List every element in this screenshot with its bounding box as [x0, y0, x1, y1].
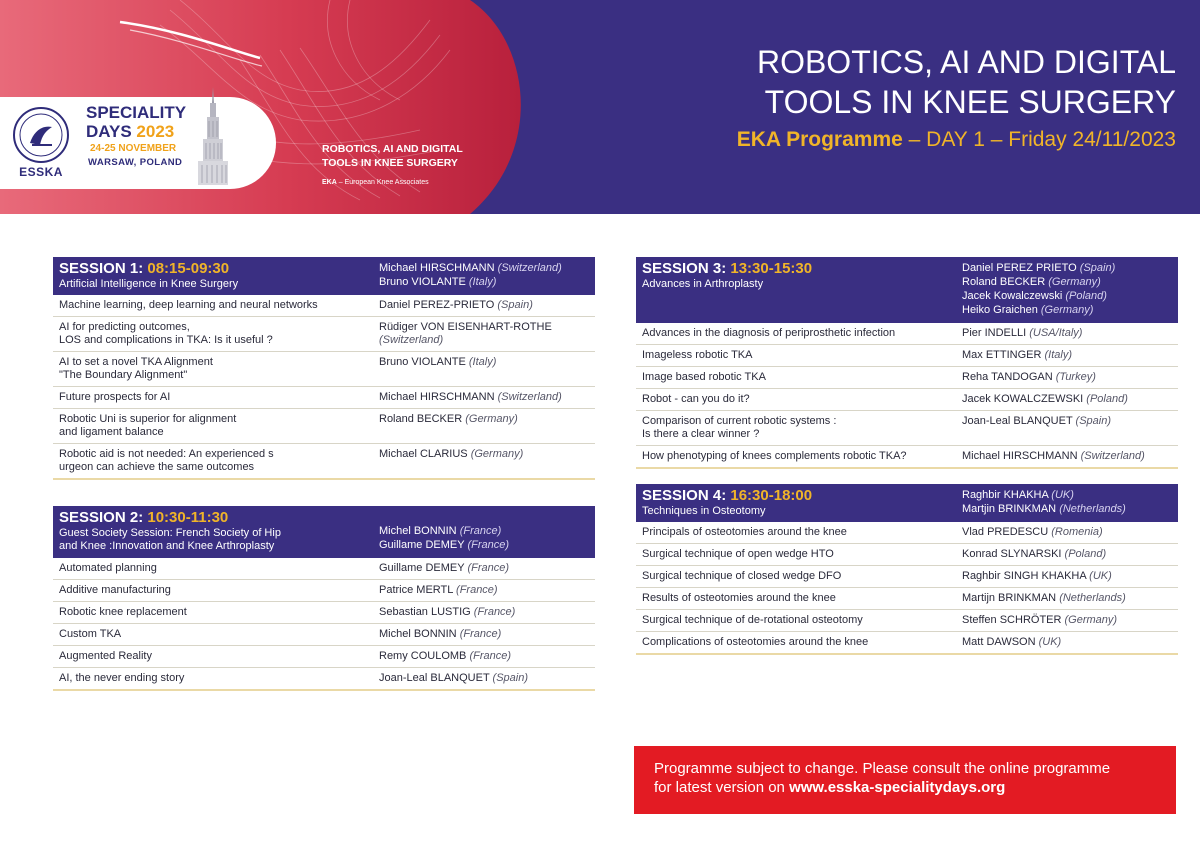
session-header — [636, 257, 1178, 323]
session-subtitle: Techniques in Osteotomy — [642, 505, 766, 517]
esska-wordmark: ESSKA — [19, 165, 63, 179]
table-row: Surgical technique of de-rotational osteotomy Steffen SCHRÖTER (Germany) — [636, 610, 1178, 632]
session-header — [53, 506, 595, 558]
session-3-table — [636, 257, 1178, 469]
table-row: Complications of osteotomies around the knee Matt DAWSON (UK) — [636, 632, 1178, 655]
session-subtitle: Guest Society Session: French Society of Hip and Knee :Innovation and Knee Arthroplasty — [59, 527, 281, 552]
table-row: Robot - can you do it? Jacek KOWALCZEWSKI (Poland) — [636, 389, 1178, 411]
session-title: SESSION 2: 10:30-11:30 — [59, 509, 229, 526]
table-row: AI for predicting outcomes, LOS and complications in TKA: Is it useful ? Rüdiger VON EISENHART-ROTHE (Switzerland) — [53, 317, 595, 352]
event-year-line: DAYS 2023 — [86, 122, 175, 141]
table-row: Additive manufacturing Patrice MERTL (France) — [53, 580, 595, 602]
page-title: ROBOTICS, AI AND DIGITAL TOOLS IN KNEE SURGERY — [756, 44, 1176, 120]
eka-attribution: EKA – European Knee Associates — [322, 179, 429, 186]
table-row: Augmented Reality Remy COULOMB (France) — [53, 646, 595, 668]
session-chairs: Michael HIRSCHMANN (Switzerland) Bruno VIOLANTE (Italy) — [379, 262, 562, 288]
table-row: Future prospects for AI Michael HIRSCHMANN (Switzerland) — [53, 387, 595, 409]
table-row: Principals of osteotomies around the knee Vlad PREDESCU (Romenia) — [636, 522, 1178, 544]
session-header — [636, 484, 1178, 522]
table-row: How phenotyping of knees complements robotic TKA? Michael HIRSCHMANN (Switzerland) — [636, 446, 1178, 469]
programme-day-line: EKA Programme – DAY 1 – Friday 24/11/2023 — [736, 128, 1176, 151]
table-row: Surgical technique of closed wedge DFO Raghbir SINGH KHAKHA (UK) — [636, 566, 1178, 588]
table-row: Machine learning, deep learning and neural networks Daniel PEREZ-PRIETO (Spain) — [53, 295, 595, 317]
esska-emblem-icon — [12, 105, 70, 165]
event-title: SPECIALITY — [86, 103, 187, 122]
table-row: Robotic Uni is superior for alignment and ligament balance Roland BECKER (Germany) — [53, 409, 595, 444]
table-row: AI to set a novel TKA Alignment "The Boundary Alignment" Bruno VIOLANTE (Italy) — [53, 352, 595, 387]
palace-of-culture-icon — [196, 87, 230, 185]
session-title: SESSION 3: 13:30-15:30 — [642, 260, 813, 277]
session-chairs: Michel BONNIN (France) Guillame DEMEY (France) — [379, 525, 510, 551]
header-subtitle: ROBOTICS, AI AND DIGITAL TOOLS IN KNEE SURGERY — [322, 143, 463, 169]
session-chairs: Daniel PEREZ PRIETO (Spain) Roland BECKER (Germany) Jacek Kowalczewski (Poland) Heiko Graichen (Germany) — [962, 262, 1116, 316]
table-row: Image based robotic TKA Reha TANDOGAN (Turkey) — [636, 367, 1178, 389]
session-2-table — [53, 506, 595, 691]
session-subtitle: Advances in Arthroplasty — [642, 278, 764, 290]
table-row: Advances in the diagnosis of periprosthetic infection Pier INDELLI (USA/Italy) — [636, 323, 1178, 345]
session-1-table — [53, 257, 595, 480]
table-row: Comparison of current robotic systems : Is there a clear winner ? Joan-Leal BLANQUET (Spain) — [636, 411, 1178, 446]
session-header — [53, 257, 595, 295]
session-title: SESSION 1: 08:15-09:30 — [59, 260, 230, 277]
table-row: Custom TKA Michel BONNIN (France) — [53, 624, 595, 646]
table-row: AI, the never ending story Joan-Leal BLANQUET (Spain) — [53, 668, 595, 691]
table-row: Surgical technique of open wedge HTO Konrad SLYNARSKI (Poland) — [636, 544, 1178, 566]
table-row: Results of osteotomies around the knee Martijn BRINKMAN (Netherlands) — [636, 588, 1178, 610]
event-dates: 24-25 NOVEMBER — [90, 143, 177, 154]
speciality-days-logo — [0, 97, 276, 189]
table-row: Robotic knee replacement Sebastian LUSTIG (France) — [53, 602, 595, 624]
session-subtitle: Artificial Intelligence in Knee Surgery — [59, 278, 239, 290]
table-row: Robotic aid is not needed: An experienced s urgeon can achieve the same outcomes Michael CLARIUS (Germany) — [53, 444, 595, 480]
session-chairs: Raghbir KHAKHA (UK) Martjin BRINKMAN (Netherlands) — [962, 489, 1126, 515]
table-row: Automated planning Guillame DEMEY (France) — [53, 558, 595, 580]
event-city: WARSAW, POLAND — [88, 157, 183, 168]
table-row: Imageless robotic TKA Max ETTINGER (Italy) — [636, 345, 1178, 367]
header-banner — [0, 0, 1200, 214]
session-4-table — [636, 484, 1178, 655]
programme-change-notice: Programme subject to change. Please consult the online programme for latest version on www.esska-specialitydays.org — [634, 746, 1176, 814]
programme-website-link[interactable]: www.esska-specialitydays.org — [789, 779, 1006, 796]
session-title: SESSION 4: 16:30-18:00 — [642, 487, 813, 504]
